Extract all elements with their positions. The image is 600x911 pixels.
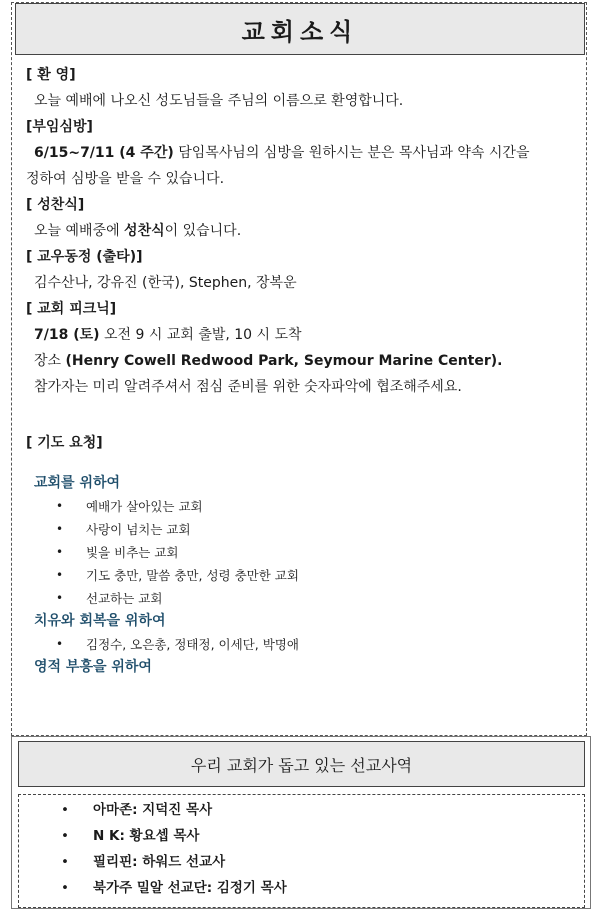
bullet-icon: • [56,545,64,559]
missions-title: 우리 교회가 돕고 있는 선교사역 [190,755,413,775]
picnic-heading: [ 교회 피크닉] [26,301,117,317]
visitation-text-2: 정하여 심방을 받을 수 있습니다. [26,171,225,187]
prayer-category-church: 교회를 위하여 [34,475,121,491]
missions-list [18,794,585,908]
prayer-item: • 선교하는 교회 [26,587,576,610]
bullet-icon: • [56,522,64,536]
mission-item: • 북가주 밀알 선교단: 김정기 목사 [19,875,584,901]
visitation-heading: [부임심방] [26,119,93,135]
visitation-line-1 [26,140,576,166]
prayer-item: • 기도 충만, 말씀 충만, 성령 충만한 교회 [26,564,576,587]
prayer-heading: [ 기도 요청] [26,435,103,451]
welcome-text: 오늘 예배에 나오신 성도님들을 주님의 이름으로 환영합니다. [34,93,404,109]
communion-heading: [ 성찬식] [26,197,85,213]
visitation-text-1: 담임목사님의 심방을 원하시는 분은 목사님과 약속 시간을 [173,145,530,161]
visitation-dates: 6/15~7/11 (4 주간) [34,145,174,161]
bullet-icon: • [61,880,69,896]
picnic-time: 오전 9 시 교회 출발, 10 시 도착 [99,327,302,343]
welcome-heading: [ 환 영] [26,67,76,83]
communion-bold: 성찬식 [124,223,165,239]
picnic-place: (Henry Cowell Redwood Park, Seymour Marine Center). [65,353,503,369]
bullet-icon: • [56,637,64,651]
communion-pre: 오늘 예배중에 [34,223,125,239]
news-content [26,62,576,679]
bullet-icon: • [61,802,69,818]
members-heading: [ 교우동정 (출타)] [26,249,143,265]
members-text: 김수산나, 강유진 (한국), Stephen, 장복운 [34,275,297,291]
missions-title-box [18,741,585,787]
mission-item: • 아마존: 지덕진 목사 [19,797,584,823]
bullet-icon: • [56,499,64,513]
bullet-icon: • [61,828,69,844]
communion-post: 이 있습니다. [164,223,242,239]
picnic-date-line [26,322,576,348]
page-title: 교회소식 [241,17,359,46]
prayer-category-healing: 치유와 회복을 위하여 [34,613,166,629]
picnic-date: 7/18 (토) [34,327,100,343]
prayer-item: • 김정수, 오은총, 정태정, 이세단, 박명애 [26,633,576,656]
picnic-note: 참가자는 미리 알려주셔서 점심 준비를 위한 숫자파악에 협조해주세요. [34,379,462,395]
prayer-category-revival: 영적 부흥을 위하여 [34,659,152,675]
prayer-item: • 빛을 비추는 교회 [26,541,576,564]
bullet-icon: • [56,591,64,605]
prayer-item: • 사랑이 넘치는 교회 [26,518,576,541]
communion-line [26,218,576,244]
bullet-icon: • [61,854,69,870]
mission-item: • N K: 황요셉 목사 [19,823,584,849]
picnic-place-label: 장소 [34,353,66,369]
prayer-item: • 예배가 살아있는 교회 [26,495,576,518]
page-title-box [15,3,585,55]
bullet-icon: • [56,568,64,582]
picnic-place-line [26,348,576,374]
mission-item: • 필리핀: 하워드 선교사 [19,849,584,875]
